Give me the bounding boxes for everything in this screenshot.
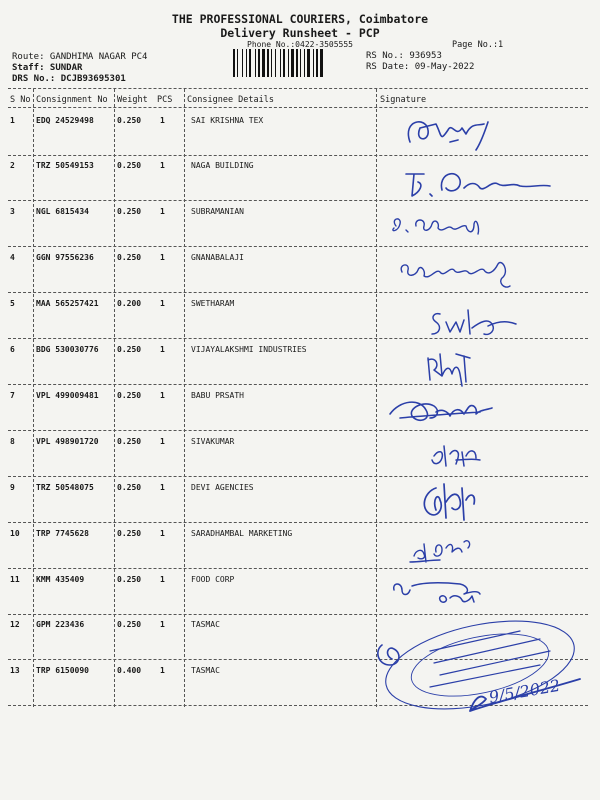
barcode-icon	[233, 49, 357, 77]
row-consignment-no: VPL 498901720	[36, 437, 99, 446]
header-top-divider	[8, 88, 588, 89]
row-weight: 0.250	[117, 575, 142, 584]
drs-number: DRS No.: DCJB93695301	[12, 74, 126, 84]
signature-row-9	[380, 480, 580, 524]
staff-label: Staff: SUNDAR	[12, 63, 83, 73]
row-pcs: 1	[160, 529, 165, 538]
row-consignment-no: GPM 223436	[36, 620, 85, 629]
row-weight: 0.200	[117, 299, 142, 308]
row-consignment-no: EDQ 24529498	[36, 116, 94, 125]
rs-date: RS Date: 09-May-2022	[366, 62, 475, 72]
signature-row-3	[380, 204, 580, 248]
row-weight: 0.250	[117, 116, 142, 125]
rs-number: RS No.: 936953	[366, 51, 442, 61]
page-number: Page No.:1	[452, 40, 504, 50]
row-consignment-no: TRP 6150090	[36, 666, 89, 675]
row-consignee: SUBRAMANIAN	[191, 207, 244, 216]
row-consignment-no: MAA 565257421	[36, 299, 99, 308]
row-sno: 7	[10, 391, 15, 400]
row-weight: 0.250	[117, 253, 142, 262]
row-pcs: 1	[160, 116, 165, 125]
row-sno: 3	[10, 207, 15, 216]
signature-row-5	[380, 302, 580, 346]
row-pcs: 1	[160, 345, 165, 354]
signature-row-1	[380, 112, 580, 156]
column-header-sno: S No	[10, 95, 31, 105]
row-sno: 10	[10, 529, 20, 538]
signature-row-2	[380, 160, 580, 204]
column-header-weight: Weight	[117, 95, 148, 105]
column-header-consignment: Consignment No	[36, 95, 108, 105]
column-header-consignee: Consignee Details	[187, 95, 274, 105]
row-weight: 0.250	[117, 529, 142, 538]
row-consignee: FOOD CORP	[191, 575, 235, 584]
company-title: THE PROFESSIONAL COURIERS, Coimbatore	[171, 12, 429, 26]
header-bottom-divider	[8, 107, 588, 108]
row-weight: 0.250	[117, 620, 142, 629]
row-weight: 0.250	[117, 437, 142, 446]
row-consignee: VIJAYALAKSHMI INDUSTRIES	[191, 345, 307, 354]
row-weight: 0.250	[117, 161, 142, 170]
row-weight: 0.250	[117, 345, 142, 354]
row-pcs: 1	[160, 575, 165, 584]
signature-row-10	[380, 528, 580, 572]
row-consignee: BABU PRSATH	[191, 391, 244, 400]
row-sno: 4	[10, 253, 15, 262]
row-consignee: SAI KRISHNA TEX	[191, 116, 264, 125]
row-consignment-no: VPL 499009481	[36, 391, 99, 400]
row-pcs: 1	[160, 253, 165, 262]
signature-row-8	[380, 436, 580, 480]
row-consignee: GNANABALAJI	[191, 253, 244, 262]
runsheet-subtitle: Delivery Runsheet - PCP	[220, 26, 380, 40]
row-consignee: TASMAC	[191, 666, 220, 675]
row-consignee: NAGA BUILDING	[191, 161, 254, 170]
row-pcs: 1	[160, 299, 165, 308]
row-pcs: 1	[160, 391, 165, 400]
route-label: Route: GANDHIMA NAGAR PC4	[12, 52, 148, 62]
row-consignment-no: KMM 435409	[36, 575, 85, 584]
row-sno: 1	[10, 116, 15, 125]
row-sno: 6	[10, 345, 15, 354]
row-consignment-no: TRZ 50549153	[36, 161, 94, 170]
signature-row-11	[380, 572, 580, 616]
row-consignee: DEVI AGENCIES	[191, 483, 254, 492]
company-seal-stamp	[370, 615, 590, 720]
column-header-signature: Signature	[380, 95, 427, 105]
row-pcs: 1	[160, 666, 165, 675]
row-sno: 13	[10, 666, 20, 675]
row-sno: 9	[10, 483, 15, 492]
signature-row-4	[380, 250, 580, 294]
signature-row-7	[380, 388, 580, 432]
row-consignee: TASMAC	[191, 620, 220, 629]
row-consignee: SARADHAMBAL MARKETING	[191, 529, 293, 538]
row-consignee: SIVAKUMAR	[191, 437, 235, 446]
row-consignment-no: TRZ 50548075	[36, 483, 94, 492]
signature-row-6	[380, 346, 580, 390]
row-weight: 0.250	[117, 391, 142, 400]
stamp-date: 9/5/2022	[487, 675, 562, 707]
row-pcs: 1	[160, 437, 165, 446]
row-consignment-no: GGN 97556236	[36, 253, 94, 262]
row-consignment-no: NGL 6815434	[36, 207, 89, 216]
row-sno: 8	[10, 437, 15, 446]
column-header-pcs: PCS	[157, 95, 173, 105]
phone-number: Phone No.:0422-3505555	[247, 40, 353, 49]
row-consignee: SWETHARAM	[191, 299, 235, 308]
row-sno: 2	[10, 161, 15, 170]
row-pcs: 1	[160, 620, 165, 629]
row-pcs: 1	[160, 207, 165, 216]
row-consignment-no: TRP 7745628	[36, 529, 89, 538]
row-pcs: 1	[160, 483, 165, 492]
row-consignment-no: BDG 530030776	[36, 345, 99, 354]
row-weight: 0.250	[117, 483, 142, 492]
row-weight: 0.250	[117, 207, 142, 216]
row-sno: 12	[10, 620, 20, 629]
row-sno: 5	[10, 299, 15, 308]
row-pcs: 1	[160, 161, 165, 170]
row-sno: 11	[10, 575, 20, 584]
row-weight: 0.400	[117, 666, 142, 675]
